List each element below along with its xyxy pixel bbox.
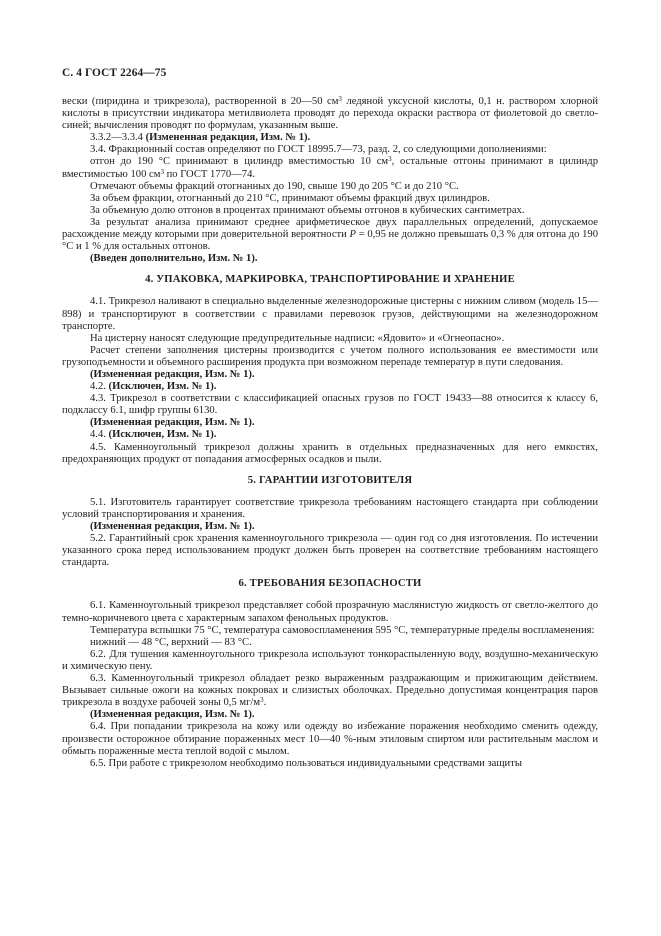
- page-header: С. 4 ГОСТ 2264—75: [62, 67, 167, 79]
- paragraph: [62, 144, 598, 156]
- text-run: 6.5. При работе с трикрезолом необходимо пользоваться индивидуальными средствами защиты: [90, 757, 522, 769]
- text-run: ледяной уксусной кислоты, 0,1 н. раствором хлорной кислоты в присутствии индикатора метилвиолета проводят до перехода окраски раствора от фиолетовой до светло-синей; вычисления проводят по формулам, указанным выше.: [62, 96, 598, 132]
- paragraph: [62, 132, 598, 144]
- section-heading: 4. УПАКОВКА, МАРКИРОВКА, ТРАНСПОРТИРОВАНИЕ И ХРАНЕНИЕ: [145, 274, 515, 286]
- amendment-note: (Измененная редакция, Изм. № 1).: [90, 417, 255, 429]
- text-run: Температура вспышки 75 °С, температура самовоспламенения 595 °С, температурные пределы воспламенения:: [90, 624, 595, 636]
- text-run: 4.3. Трикрезол в соответствии с классификацией опасных грузов по ГОСТ 19433—88 относится к классу 6, подклассу 6.1, шифр группы 6130.: [62, 393, 598, 417]
- text-run: нижний — 48 °С, верхний — 83 °С.: [90, 636, 252, 648]
- paragraph: [62, 369, 598, 381]
- text-run: .: [263, 697, 267, 709]
- text-run: Отмечают объемы фракций отогнанных до 190, свыше 190 до 205 °С и до 210 °С.: [90, 180, 459, 192]
- superscript: 3: [160, 167, 164, 176]
- paragraph: [62, 600, 598, 624]
- text-run: , остальные отгоны принимают в цилиндр вместимостью 100 см: [62, 156, 598, 180]
- text-run: = 0,95 не должно превышать 0,3 % для отгона до 190 °С и 1 % для остальных отгонов.: [62, 229, 598, 253]
- paragraph: [62, 521, 598, 533]
- paragraph: [62, 417, 598, 429]
- paragraph: [62, 721, 598, 757]
- paragraph: [62, 96, 598, 132]
- text-run: 6.2. Для тушения каменноугольного трикрезола используют тонкораспыленную воду, воздушно-механическую и химическую пену.: [62, 648, 598, 672]
- paragraph: [62, 381, 598, 393]
- paragraph: [62, 625, 598, 637]
- paragraph: [62, 193, 598, 205]
- amendment-note: (Измененная редакция, Изм. № 1).: [90, 709, 255, 721]
- amendment-note: (Измененная редакция, Изм. № 1).: [145, 132, 311, 144]
- text-run: 3.4. Фракционный состав определяют по ГОСТ 18995.7—73, разд. 2, со следующими дополнениями:: [90, 144, 547, 156]
- paragraph: [62, 253, 598, 265]
- text-run: 4.2.: [90, 381, 109, 393]
- text-run: 5.1. Изготовитель гарантирует соответствие трикрезола требованиям настоящего стандарта при соблюдении условий транспортирования и хранения.: [62, 496, 598, 520]
- paragraph: [62, 156, 598, 180]
- paragraph: [62, 758, 598, 770]
- text-run: 6.1. Каменноугольный трикрезол представляет собой прозрачную маслянистую жидкость от светло-желтого до темно-коричневого цвета с характерным запахом фенольных продуктов.: [62, 600, 598, 624]
- paragraph: [62, 497, 598, 521]
- text-run: На цистерну наносят следующие предупредительные надписи: «Ядовито» и «Огнеопасно».: [90, 332, 505, 344]
- text-run: 4.4.: [90, 429, 109, 441]
- paragraph: [62, 181, 598, 193]
- paragraph: [62, 205, 598, 217]
- paragraph: [62, 429, 598, 441]
- paragraph: [62, 533, 598, 569]
- text-run: вески (пиридина и трикрезола), растворенной в 20—50 см: [62, 96, 339, 107]
- superscript: 3: [338, 95, 342, 103]
- amendment-note: (Введен дополнительно, Изм. № 1).: [90, 253, 258, 265]
- text-run: За результат анализа принимают среднее арифметическое двух параллельных определений, допускаемое расхождение между которыми при доверительной вероятности: [62, 216, 598, 241]
- text-run: За объемную долю отгонов в процентах принимают объемы отгонов в кубических сантиметрах.: [90, 204, 525, 216]
- paragraph: [62, 345, 598, 369]
- text-run: отгон до 190 °С принимают в цилиндр вместимостью 10 см: [90, 156, 389, 168]
- paragraph: [62, 393, 598, 417]
- text-run: по ГОСТ 1770—74.: [163, 168, 256, 180]
- section-heading: 6. ТРЕБОВАНИЯ БЕЗОПАСНОСТИ: [238, 578, 422, 590]
- paragraph: [62, 637, 598, 649]
- superscript: 3: [388, 155, 392, 164]
- paragraph: [62, 296, 598, 332]
- paragraph: [62, 709, 598, 721]
- paragraph: [62, 217, 598, 253]
- text-run: 6.4. При попадании трикрезола на кожу или одежду во избежание поражения необходимо сменить одежду, произвести осторожное обтирание пораженных мест 10—40 %-ным этиловым спиртом или растительным маслом и обмыть пораженные места теплой водой с мылом.: [62, 721, 598, 757]
- amendment-note: (Измененная редакция, Изм. № 1).: [90, 368, 255, 380]
- section-heading: 5. ГАРАНТИИ ИЗГОТОВИТЕЛЯ: [247, 474, 413, 486]
- text-run: За объем фракции, отогнанный до 210 °С, принимают объемы фракций двух цилиндров.: [90, 192, 490, 204]
- text-run: Расчет степени заполнения цистерны производится с учетом полного использования ее вместимости или грузоподъемности и объемного расширения продукта при возможном перепаде температур в пути следования.: [62, 344, 598, 368]
- text-run: 5.2. Гарантийный срок хранения каменноугольного трикрезола — один год со дня изготовления. По истечении указанного срока перед использованием продукт должен быть проверен на соответствие требованиям настоящего стандарта.: [62, 533, 598, 569]
- text-run: Р: [349, 229, 357, 241]
- text-run: 3.3.2—3.3.4: [90, 132, 146, 144]
- amendment-note: (Исключен, Изм. № 1).: [108, 381, 217, 393]
- paragraph: [62, 673, 598, 709]
- paragraph: [62, 442, 598, 466]
- text-run: 4.5. Каменноугольный трикрезол должны хранить в отдельных предназначенных для него емкостях, предохраняющих продукт от попадания атмосферных осадков и пыли.: [62, 441, 598, 465]
- text-run: 4.1. Трикрезол наливают в специально выделенные железнодорожные цистерны с нижним сливом (модель 15—898) и транспортируют в соответствии с правилами перевозок грузов, действующими на железнодорожном транспорте.: [62, 296, 598, 332]
- paragraph: [62, 649, 598, 673]
- text-run: 6.3. Каменноугольный трикрезол обладает резко выраженным раздражающим и прижигающим действием. Вызывает сильные ожоги на кожных покровах и слизистых оболочках. Предельно допустимая концентрация паров трикрезола в воздухе рабочей зоны 0,5 мг/м: [62, 673, 598, 709]
- paragraph: [62, 333, 598, 345]
- amendment-note: (Исключен, Изм. № 1).: [108, 429, 217, 441]
- document-body: [62, 96, 598, 770]
- superscript: 3: [260, 696, 264, 705]
- amendment-note: (Измененная редакция, Изм. № 1).: [90, 521, 255, 532]
